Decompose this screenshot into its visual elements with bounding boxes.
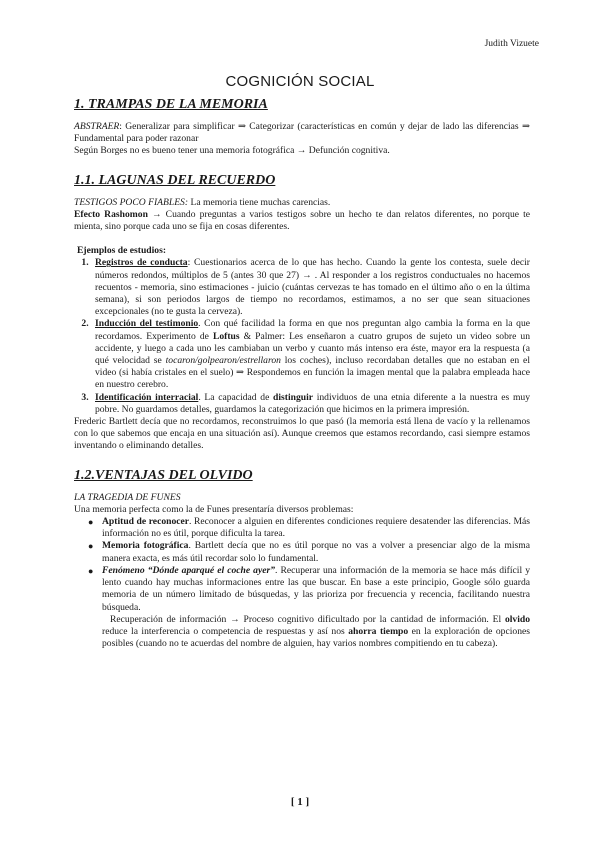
testigos-text: La memoria tiene muchas carencias. (188, 196, 331, 208)
problem-item (88, 540, 530, 564)
recuperacion-bold: olvido (504, 613, 530, 625)
bartlett-paragraph: Frederic Bartlett decía que no recordamos, reconstruimos lo que pasó (la memoria está llena de vacío y la rellenamos con lo que sabemos que encaja en una situación así). Aunque creemos que estamos recordando, casi siempre estamos inventando o eliminando detalles. (74, 416, 530, 452)
document-title: COGNICIÓN SOCIAL (225, 73, 375, 90)
funes-intro: Una memoria perfecta como la de Funes presentaría diversos problemas: (74, 503, 354, 515)
example-text: los coches), incluso recordaban detalles que no estaban en el video (si había cristales en el suelo) ⇒ Respondemos en función la imagen mental que la palabra empleada hace en nuestro cerebro. (95, 355, 530, 391)
examples-label-paragraph (77, 245, 530, 257)
example-item (91, 257, 530, 318)
document-body (74, 96, 530, 650)
page-number: [ 1 ] (290, 796, 310, 808)
rashomon-text: → Cuando preguntas a varios testigos sobre un hecho te dan relatos diferentes, no porque te mienta, sino porque cada uno se fija en cosas diferentes. (74, 208, 530, 233)
problem-term: Fenómeno “Dónde aparqué el coche ayer” (102, 564, 276, 576)
rashomon-paragraph (74, 209, 530, 233)
recuperacion-bold: ahorra tiempo (348, 625, 409, 637)
example-item (91, 318, 530, 391)
example-text: . La capacidad de (198, 391, 274, 403)
problem-text: . Bartlett decía que no es útil porque no vas a volver a presenciar algo de la misma manera exacta, es más útil recordar solo lo fundamental. (102, 540, 530, 564)
problems-list (74, 516, 530, 614)
example-term: Identificación interracial (95, 391, 199, 403)
section-heading-1-2: 1.2.VENTAJAS DEL OLVIDO (74, 467, 253, 483)
problem-term: Memoria fotográfica (102, 540, 189, 552)
example-bold: Loftus (212, 330, 240, 342)
example-term: Inducción del testimonio (95, 318, 199, 330)
example-text: individuos de una etnia diferente a la nuestra es muy pobre. No guardamos detalles, guardamos la categorización que hicimos en la primera impresión. (95, 391, 531, 415)
bullet-icon: ● (88, 565, 94, 576)
example-term: Registros de conducta (95, 257, 188, 269)
header-author: Judith Vizuete (484, 39, 539, 49)
example-item (91, 392, 530, 416)
example-text: & Palmer: Les enseñaron a cuatro grupos de sujeto un video sobre un accidente, y luego a cada uno les cambiaban un verbo y cuanto más intenso era éste, mayor era la respuesta (a qué velocidad se (95, 330, 530, 367)
example-bold: distinguir (273, 391, 314, 403)
bullet-icon: ● (88, 517, 94, 528)
example-italic: tocaron/golpearon/estrellaron (165, 355, 281, 367)
example-text: . Con qué facilidad la forma en que nos preguntan algo cambia la forma en la que recordamos. Experimento de (95, 318, 530, 342)
section-heading-1: 1. TRAMPAS DE LA MEMORIA (74, 97, 268, 112)
section-heading-1-1: 1.1. LAGUNAS DEL RECUERDO (74, 172, 276, 188)
problem-text: . Reconocer a alguien en diferentes condiciones requiere desatender las diferencias. Más información no es útil, porque dificulta la tarea. (102, 516, 531, 540)
problem-item (88, 516, 531, 540)
abstraer-text: : Generalizar para simplificar ⇒ Categorizar (características en común y dejar de lado las diferencias ⇒ Fundamental para poder razonar (74, 121, 530, 145)
recuperacion-text: en la exploración de opciones posibles (cuando no te acuerdas del nombre de alguien, hay varios nombres compitiendo en tu cabeza). (102, 625, 530, 650)
problem-item (88, 564, 530, 614)
recuperacion-text: Recuperación de información → Proceso cognitivo dificultado por la cantidad de información. El (110, 613, 505, 625)
problem-text: . Recuperar una información de la memoria se hace más difícil y lento cuando hay muchas informaciones entre las que buscar. En base a este principio, Google sólo guarda memoria de un número limitado de búsquedas, y las prioriza por frecuencia y recencia, facilitando nuestra búsqueda. (102, 564, 530, 613)
rashomon-term: Efecto Rashomon (74, 208, 148, 220)
recuperacion-paragraph (102, 614, 530, 651)
recuperacion-text: reduce la interferencia o competencia de respuestas y así nos (102, 625, 349, 637)
borges-paragraph: Según Borges no es bueno tener una memoria fotográfica → Defunción cognitiva. (74, 145, 390, 157)
problem-term: Aptitud de reconocer (102, 516, 190, 528)
bullet-icon: ● (88, 541, 94, 552)
example-text: : Cuestionarios acerca de lo que has hecho. Cuando la gente los contesta, suele decir números redondos, múltiplos de 5 (antes 30 que 27) → . Al responder a los registros conductuales no hacemos recuentos - memoria, sino estimaciones - juicio (cuántas cervezas te has tomado en el último año o en la última semana), si son periodos largos de tiempo no recordamos, estimamos, a no ser que sean situaciones excepcionales (no te gusta la cerveza). (95, 257, 530, 318)
funes-subheading: LA TRAGEDIA DE FUNES (74, 491, 181, 503)
abstraer-paragraph (74, 121, 530, 145)
examples-list (74, 257, 530, 416)
testigos-paragraph (74, 197, 530, 209)
examples-label: Ejemplos de estudios: (77, 245, 167, 257)
testigos-term: TESTIGOS POCO FIABLES: (74, 196, 189, 208)
abstraer-term: ABSTRAER (74, 121, 120, 132)
